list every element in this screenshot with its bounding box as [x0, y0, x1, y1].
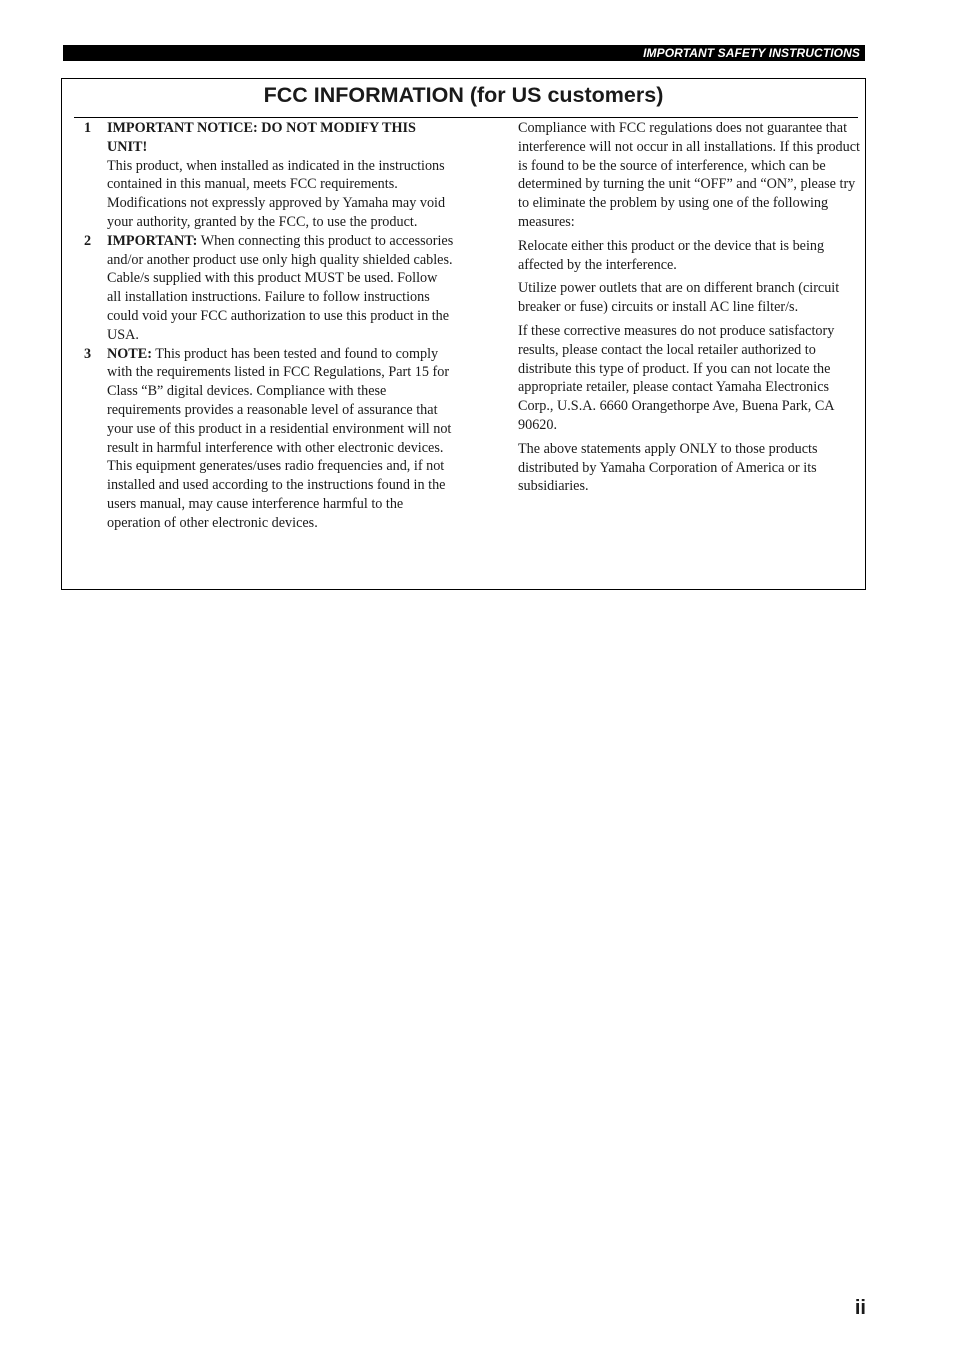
compliance-paragraph: Compliance with FCC regulations does not guarantee that interference will not occur in all installations. If this product is found to be the source of interference, which can be determined by turning the unit “OFF” and “ON”, please try to eliminate the problem by using one of the following measures:: [518, 120, 860, 230]
measure-outlets-paragraph: Utilize power outlets that are on different branch (circuit breaker or fuse) circuits or install AC line filter/s.: [518, 280, 840, 316]
applicability-paragraph: The above statements apply ONLY to those products distributed by Yamaha Corporation of America or its subsidiaries.: [518, 440, 818, 495]
measure-relocate-paragraph: Relocate either this product or the device that is being affected by the interference.: [518, 237, 825, 273]
fcc-information-box: [61, 78, 866, 590]
item-number: 3: [84, 345, 92, 362]
fcc-item-1: [84, 119, 454, 232]
section-header-bar: [63, 45, 865, 61]
item-number: 2: [84, 232, 92, 249]
item-number: 1: [84, 120, 92, 136]
fcc-item-3: [84, 345, 454, 533]
contact-retailer-paragraph: If these corrective measures do not produce satisfactory results, please contact the local retailer authorized to distribute this type of product. If you can not locate the appropriate retailer, please contact Yamaha Electronics Corp., U.S.A. 6660 Orangethorpe Ave, Buena Park, CA 90620.: [518, 322, 835, 433]
fcc-title: FCC INFORMATION (for US customers): [263, 83, 664, 107]
item-heading: NOTE:: [107, 345, 152, 362]
title-divider: [74, 117, 858, 118]
item-text: This product has been tested and found to comply with the requirements listed in FCC Regulations, Part 15 for Class “B” digital devices. Compliance with these requirements provides a reasonable level of assurance that your use of this product in a residential environment will not result in harmful interference with other electronic devices.: [107, 345, 452, 456]
item-text: When connecting this product to accessories and/or another product use only high quality shielded cables. Cable/s supplied with this product MUST be used. Follow all installation instructions. Failure to follow instructions could void your FCC authorization to use this product in the USA.: [107, 232, 454, 343]
item-heading: IMPORTANT:: [107, 232, 198, 249]
item-text: This product, when installed as indicated in the instructions contained in this manual, meets FCC requirements. Modifications not expressly approved by Yamaha may void your authority, granted by the FCC, to use the product.: [107, 157, 446, 230]
item-heading: IMPORTANT NOTICE: DO NOT MODIFY THIS UNIT!: [107, 120, 416, 155]
fcc-right-column: [518, 119, 864, 501]
fcc-left-column: [84, 119, 454, 533]
item-text-continued: This equipment generates/uses radio frequencies and, if not installed and used according to the instructions found in the users manual, may cause interference harmful to the operation of other electronic devices.: [107, 458, 446, 531]
section-title: IMPORTANT SAFETY INSTRUCTIONS: [643, 46, 860, 60]
fcc-item-2: [84, 232, 454, 345]
page-number: ii: [854, 1297, 866, 1319]
